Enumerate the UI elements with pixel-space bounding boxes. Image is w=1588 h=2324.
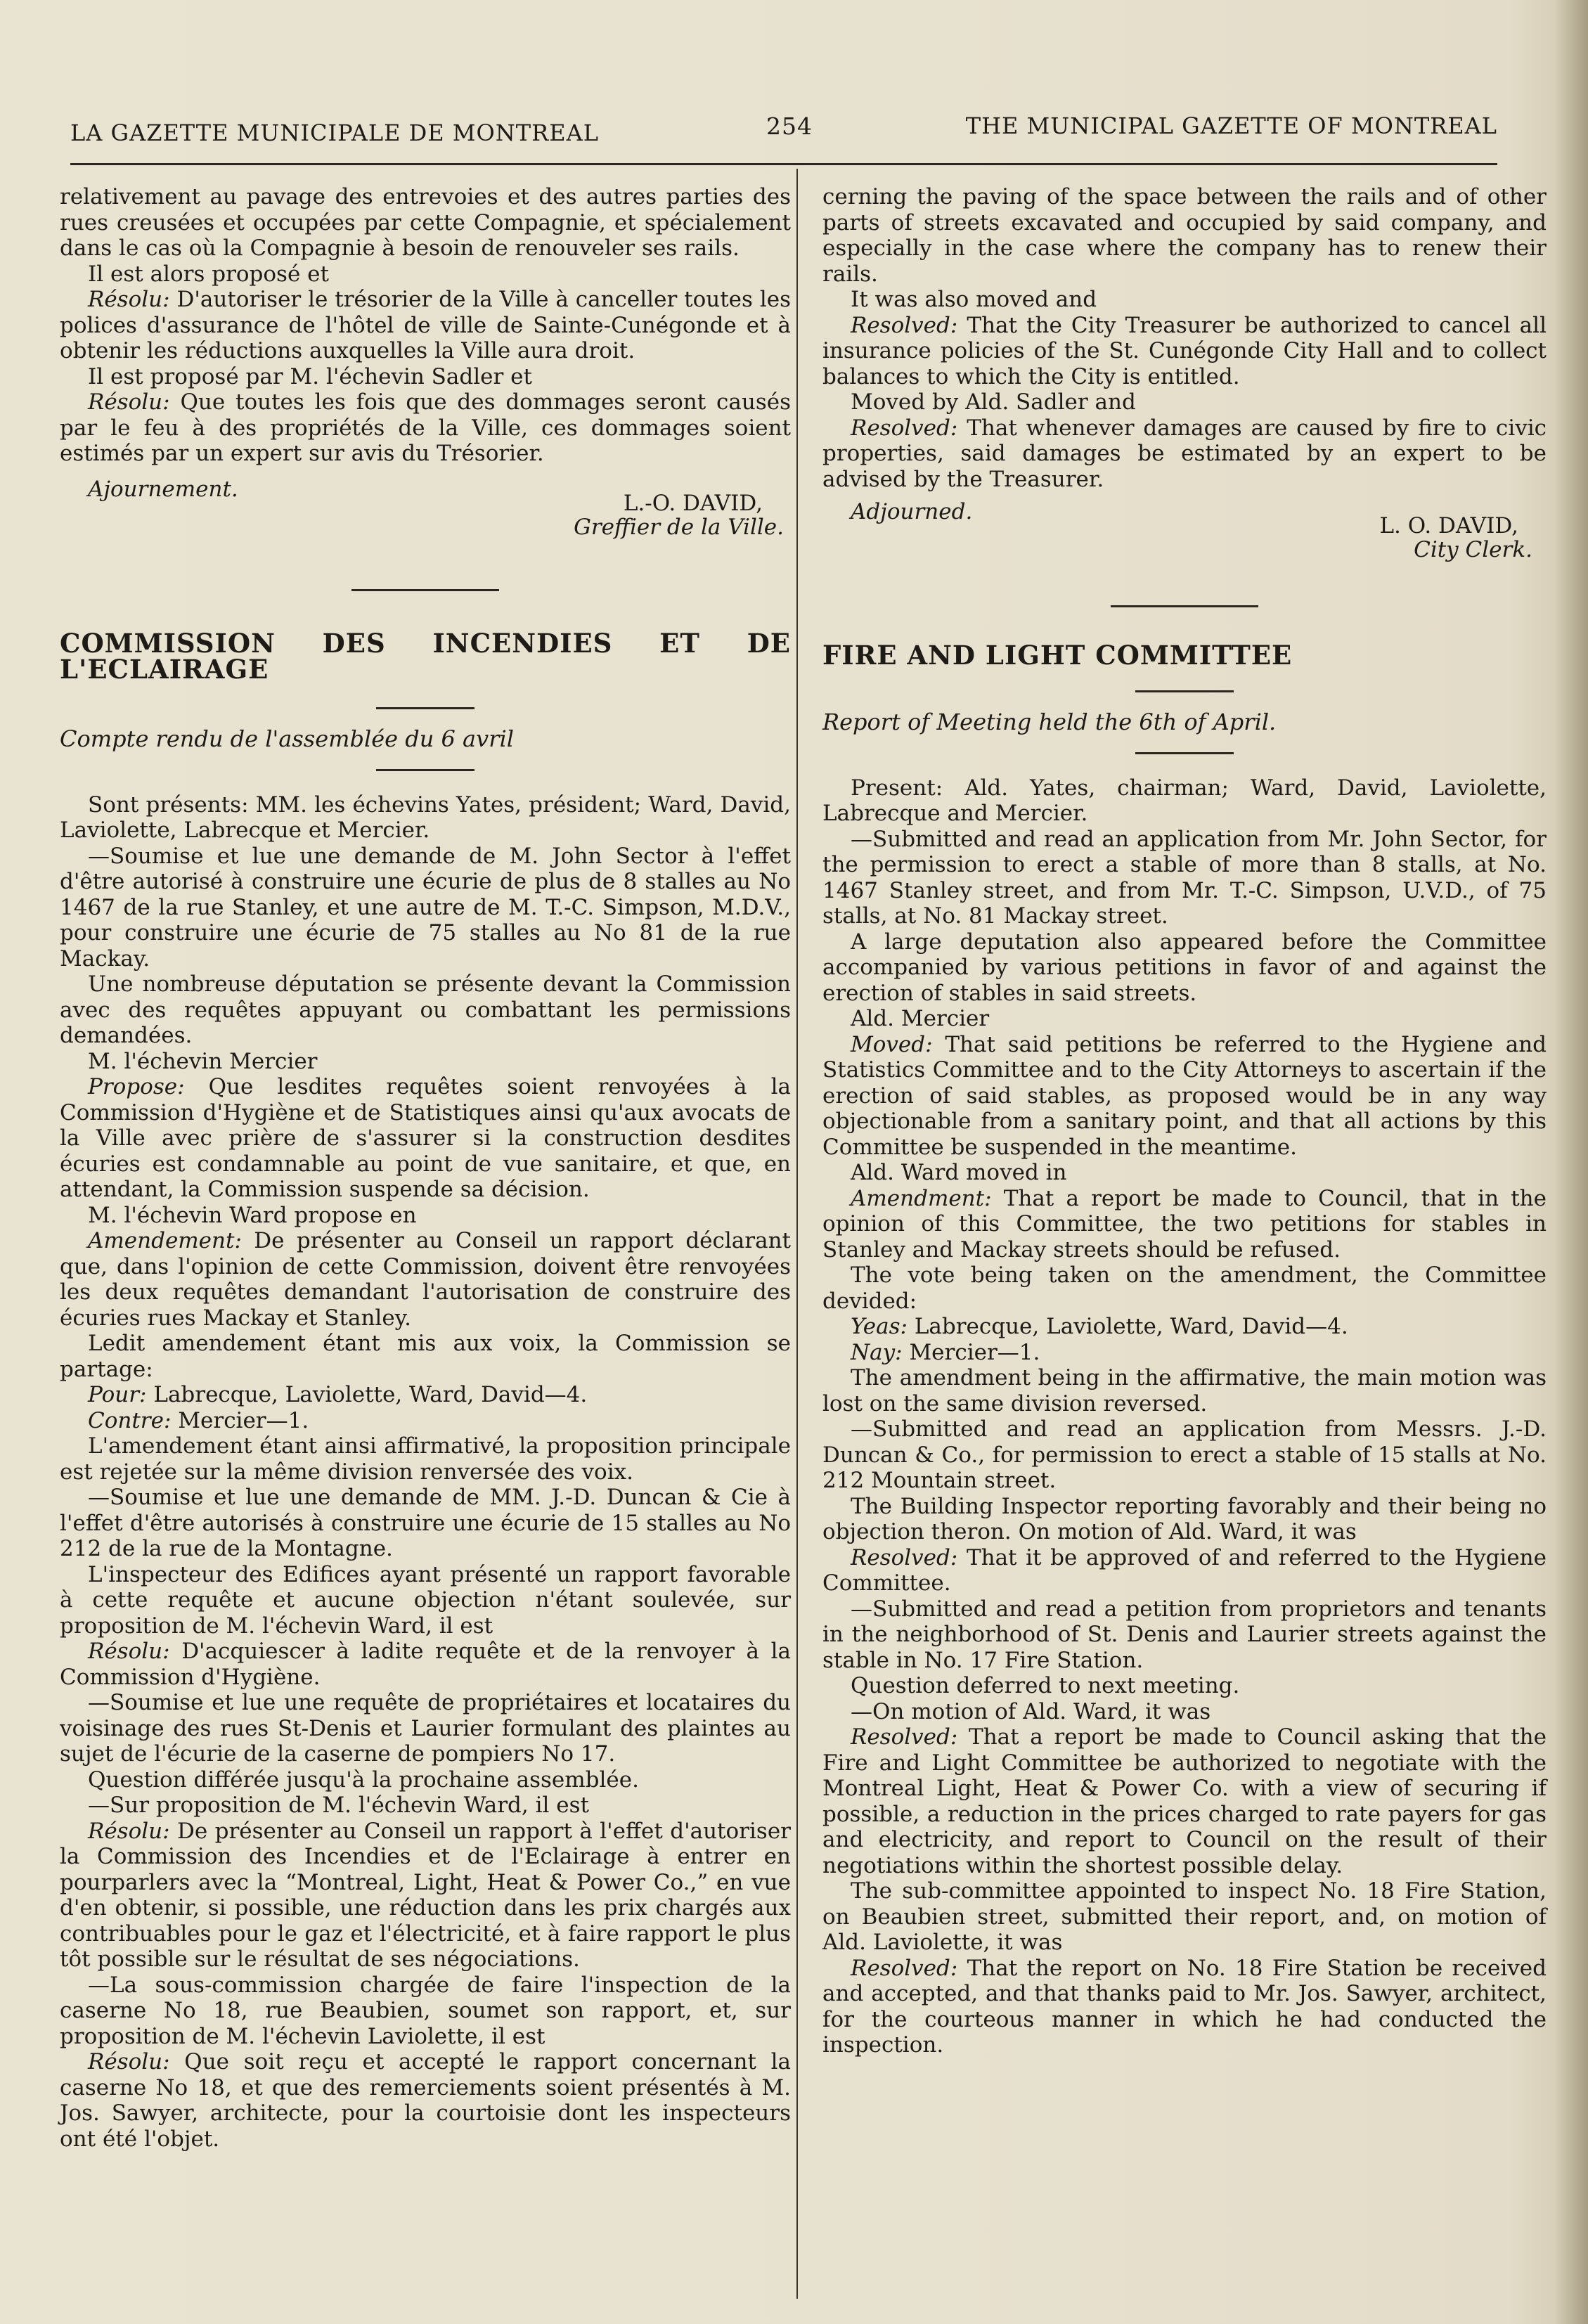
resolution-label: Resolved:	[851, 1544, 958, 1570]
paragraph: A large deputation also appeared before the Committee accompanied by various petitions in favor of and against the erection of stables in said streets.	[822, 929, 1547, 1006]
paragraph: It was also moved and	[851, 287, 1097, 312]
vote-label: Pour:	[88, 1382, 147, 1407]
resolution-text: D'acquiescer à ladite requête et de la renvoyer à la Commission d'Hygiène.	[60, 1639, 791, 1690]
section-subtitle: Compte rendu de l'assemblée du 6 avril	[60, 725, 514, 752]
amendment-text: That a report be made to Council, that in the opinion of this Committee, the two petitions for stables in Stanley and Mackay streets should be refused.	[822, 1185, 1547, 1263]
paragraph: Il est proposé par M. l'échevin Sadler et	[88, 363, 532, 389]
resolution-text: That it be approved of and referred to the Hygiene Committee.	[822, 1544, 1547, 1596]
paragraph: The Building Inspector reporting favorably and their being no objection theron. On motion of Ald. Ward, it was	[822, 1493, 1547, 1544]
resolution-text: That the City Treasurer be authorized to cancel all insurance policies of the St. Cunégonde City Hall and to collect balances to which the City is entitled.	[822, 312, 1547, 389]
paragraph: Sont présents: MM. les échevins Yates, président; Ward, David, Laviolette, Labrecque et Mercier.	[60, 792, 791, 843]
motion-label: Propose:	[88, 1074, 185, 1099]
clerk-name: L.-O. DAVID,	[623, 490, 763, 516]
resolution-label: Résolu:	[88, 287, 170, 312]
clerk-title: City Clerk.	[1414, 537, 1532, 562]
vote-label: Nay:	[851, 1339, 903, 1365]
column-divider	[796, 169, 798, 2299]
resolution-text: De présenter au Conseil un rapport à l'effet d'autoriser la Commission des Incendies et de l'Eclairage à entrer en pourparlers avec la “Montreal, Light, Heat & Power Co.,” en vue d'en obtenir, si possible, une réduction dans les prix chargés aux contribuables pour le gaz et l'électricité, et à faire rapport le plus tôt possible sur le résultat de ses négociations.	[60, 1818, 791, 1972]
english-column	[822, 184, 1547, 2058]
paragraph: —On motion of Ald. Ward, it was	[851, 1698, 1211, 1724]
paragraph: Il est alors proposé et	[88, 261, 329, 287]
paragraph	[822, 313, 1547, 390]
header-rule	[70, 163, 1497, 165]
paragraph: —Submitted and read an application from Mr. John Sector, for the permission to erect a stable of more than 8 stalls, at No. 1467 Stanley street, and from Mr. T.-C. Simpson, U.V.D., of 75 stalls, at No. 81 Mackay street.	[822, 826, 1547, 929]
paragraph: The vote being taken on the amendment, the Committee devided:	[822, 1263, 1547, 1314]
resolution-label: Résolu:	[88, 389, 170, 415]
resolution-label: Resolved:	[851, 1724, 958, 1750]
resolution-text: That whenever damages are caused by fire to civic properties, said damages be estimated by an expert to be advised by the Treasurer.	[822, 415, 1547, 492]
paragraph: Question deferred to next meeting.	[851, 1673, 1240, 1698]
paragraph: —Sur proposition de M. l'échevin Ward, il est	[88, 1793, 589, 1818]
paragraph: relativement au pavage des entrevoies et des autres parties des rues creusées et occupées par cette Compagnie, et spécialement dans le cas où la Compagnie à besoin de renouveler ses rails.	[60, 184, 791, 261]
section-title: FIRE AND LIGHT COMMITTEE	[822, 639, 1293, 671]
paragraph: —Soumise et lue une demande de M. John Sector à l'effet d'être autorisé à construire une écurie de plus de 8 stalles au No 1467 de la rue Stanley, et une autre de M. T.-C. Simpson, M.D.V., pour construire une écurie de 75 stalles au No 81 de la rue Mackay.	[60, 843, 791, 971]
resolution-label: Résolu:	[88, 1818, 170, 1844]
paragraph: cerning the paving of the space between the rails and of other parts of streets excavated and occupied by said company, and especially in the case where the company has to renew their rails.	[822, 184, 1547, 287]
clerk-name: L. O. DAVID,	[1379, 513, 1518, 538]
french-column	[60, 184, 791, 2152]
paragraph	[60, 1074, 791, 1203]
vote-names: Labrecque, Laviolette, Ward, David—4.	[914, 1314, 1348, 1339]
vote-for	[822, 1314, 1547, 1340]
section-title: COMMISSION DES INCENDIES ET DE L'ECLAIRAGE	[60, 628, 791, 685]
motion-text: Que lesdites requêtes soient renvoyées à la Commission d'Hygiène et de Statistiques ainsi qu'aux avocats de la Ville avec prière de s'assurer si la construction desdites écuries est condamnable au point de vue sanitaire, et que, en attendant, la Commission suspende sa décision.	[60, 1074, 792, 1202]
paragraph	[60, 2049, 791, 2152]
paragraph: Ald. Ward moved in	[851, 1160, 1067, 1185]
paragraph: —Submitted and read a petition from proprietors and tenants in the neighborhood of St. Denis and Laurier streets against the stable in No. 17 Fire Station.	[822, 1596, 1547, 1673]
resolution-label: Résolu:	[88, 2049, 170, 2074]
paragraph	[60, 389, 791, 467]
paragraph	[822, 1956, 1547, 2058]
resolution-text: That a report be made to Council asking that the Fire and Light Committee be authorized to negotiate with the Montreal Light, Heat & Power Co. with a view of securing if possible, a reduction in the prices charged to rate payers for gas and electricity, and report to Council on the result of their negotiations within the shortest possible delay.	[822, 1724, 1547, 1878]
amendment-label: Amendment:	[851, 1185, 992, 1211]
paragraph: The sub-committee appointed to inspect No. 18 Fire Station, on Beaubien street, submitted their report, and, on motion of Ald. Laviolette, it was	[822, 1878, 1547, 1955]
vote-label: Yeas:	[851, 1314, 908, 1339]
vote-names: Mercier—1.	[909, 1339, 1040, 1365]
paragraph	[822, 1545, 1547, 1596]
paragraph: —La sous-commission chargée de faire l'inspection de la caserne No 18, rue Beaubien, soumet son rapport, et, sur proposition de M. l'échevin Laviolette, il est	[60, 1972, 791, 2049]
paragraph	[60, 1228, 791, 1331]
paragraph	[60, 1639, 791, 1690]
paragraph	[60, 1819, 791, 1973]
header-english-title: THE MUNICIPAL GAZETTE OF MONTREAL	[965, 112, 1497, 139]
amendment-label: Amendement:	[88, 1228, 242, 1253]
adjournment-label: Adjourned.	[851, 499, 973, 524]
page-header	[70, 112, 1497, 155]
signature-block	[822, 499, 1547, 550]
section-subtitle: Report of Meeting held the 6th of April.	[822, 709, 1277, 735]
amendment-text: De présenter au Conseil un rapport déclarant que, dans l'opinion de cette Commission, doivent être renvoyées les deux requêtes demandant l'autorisation de construire des écuries rues Mackay et Stanley.	[60, 1228, 791, 1331]
resolution-text: D'autoriser le trésorier de la Ville à canceller toutes les polices d'assurance de l'hôtel de ville de Sainte-Cunégonde et à obtenir les réductions auxquelles la Ville aura droit.	[60, 287, 791, 363]
vote-for	[60, 1382, 791, 1408]
paragraph: M. l'échevin Mercier	[88, 1048, 318, 1074]
paragraph: Une nombreuse députation se présente devant la Commission avec des requêtes appuyant ou combattant les permissions demandées.	[60, 971, 791, 1048]
header-french-title: LA GAZETTE MUNICIPALE DE MONTREAL	[70, 120, 599, 146]
paragraph: —Soumise et lue une demande de MM. J.-D. Duncan & Cie à l'effet d'être autorisés à construire une écurie de 15 stalles au No 212 de la rue de la Montagne.	[60, 1485, 791, 1561]
resolution-text: Que toutes les fois que des dommages seront causés par le feu à des propriétés de la Ville, ces dommages soient estimés par un expert sur avis du Trésorier.	[60, 389, 791, 466]
paragraph: L'amendement étant ainsi affirmativé, la proposition principale est rejetée sur la même division renversée des voix.	[60, 1433, 791, 1485]
paragraph: Moved by Ald. Sadler and	[851, 389, 1136, 415]
resolution-label: Resolved:	[851, 312, 958, 338]
resolution-text: Que soit reçu et accepté le rapport concernant la caserne No 18, et que des remerciements soient présentés à M. Jos. Sawyer, architecte, pour la courtoisie dont les inspecteurs ont été l'objet.	[60, 2049, 792, 2152]
paragraph: Ledit amendement étant mis aux voix, la Commission se partage:	[60, 1331, 791, 1382]
paragraph: The amendment being in the affirmative, the main motion was lost on the same division reversed.	[822, 1365, 1547, 1416]
resolution-label: Resolved:	[851, 1955, 958, 1981]
resolution-text: That the report on No. 18 Fire Station be received and accepted, and that thanks paid to Mr. Jos. Sawyer, architect, for the courteous manner in which he had conducted the inspection.	[822, 1955, 1547, 2058]
paragraph: L'inspecteur des Edifices ayant présenté un rapport favorable à cette requête et aucune objection n'étant soulevée, sur proposition de M. l'échevin Ward, il est	[60, 1561, 791, 1639]
paragraph: Question différée jusqu'à la prochaine assemblée.	[88, 1767, 639, 1793]
vote-label: Contre:	[88, 1407, 172, 1433]
adjournment-label: Ajournement.	[88, 476, 238, 502]
vote-against	[822, 1340, 1547, 1366]
paragraph: —Submitted and read an application from Messrs. J.-D. Duncan & Co., for permission to erect a stable of 15 stalls at No. 212 Mountain street.	[822, 1416, 1547, 1493]
motion-label: Moved:	[851, 1031, 933, 1057]
vote-names: Mercier—1.	[178, 1407, 309, 1433]
resolution-label: Résolu:	[88, 1639, 170, 1664]
paragraph	[822, 415, 1547, 493]
page-spine-shadow	[1554, 0, 1588, 2324]
resolution-label: Resolved:	[851, 415, 958, 441]
vote-names: Labrecque, Laviolette, Ward, David—4.	[153, 1382, 588, 1407]
paragraph: M. l'échevin Ward propose en	[88, 1202, 417, 1228]
signature-block	[60, 477, 791, 527]
clerk-title: Greffier de la Ville.	[574, 514, 784, 540]
paragraph: Ald. Mercier	[851, 1006, 990, 1031]
paragraph	[60, 287, 791, 364]
paragraph: Present: Ald. Yates, chairman; Ward, David, Laviolette, Labrecque and Mercier.	[822, 775, 1547, 826]
paragraph	[822, 1724, 1547, 1878]
motion-text: That said petitions be referred to the Hygiene and Statistics Committee and to the City Attorneys to ascertain if the erection of said stables, as proposed would be in any way objectionable from a sanitary point, and that all actions by this Committee be suspended in the meantime.	[822, 1031, 1547, 1160]
vote-against	[60, 1408, 791, 1434]
paragraph	[822, 1186, 1547, 1263]
paragraph: —Soumise et lue une requête de propriétaires et locataires du voisinage des rues St-Denis et Laurier formulant des plaintes au sujet de l'écurie de la caserne de pompiers No 17.	[60, 1690, 791, 1767]
page-number: 254	[766, 112, 813, 140]
paragraph	[822, 1032, 1547, 1161]
